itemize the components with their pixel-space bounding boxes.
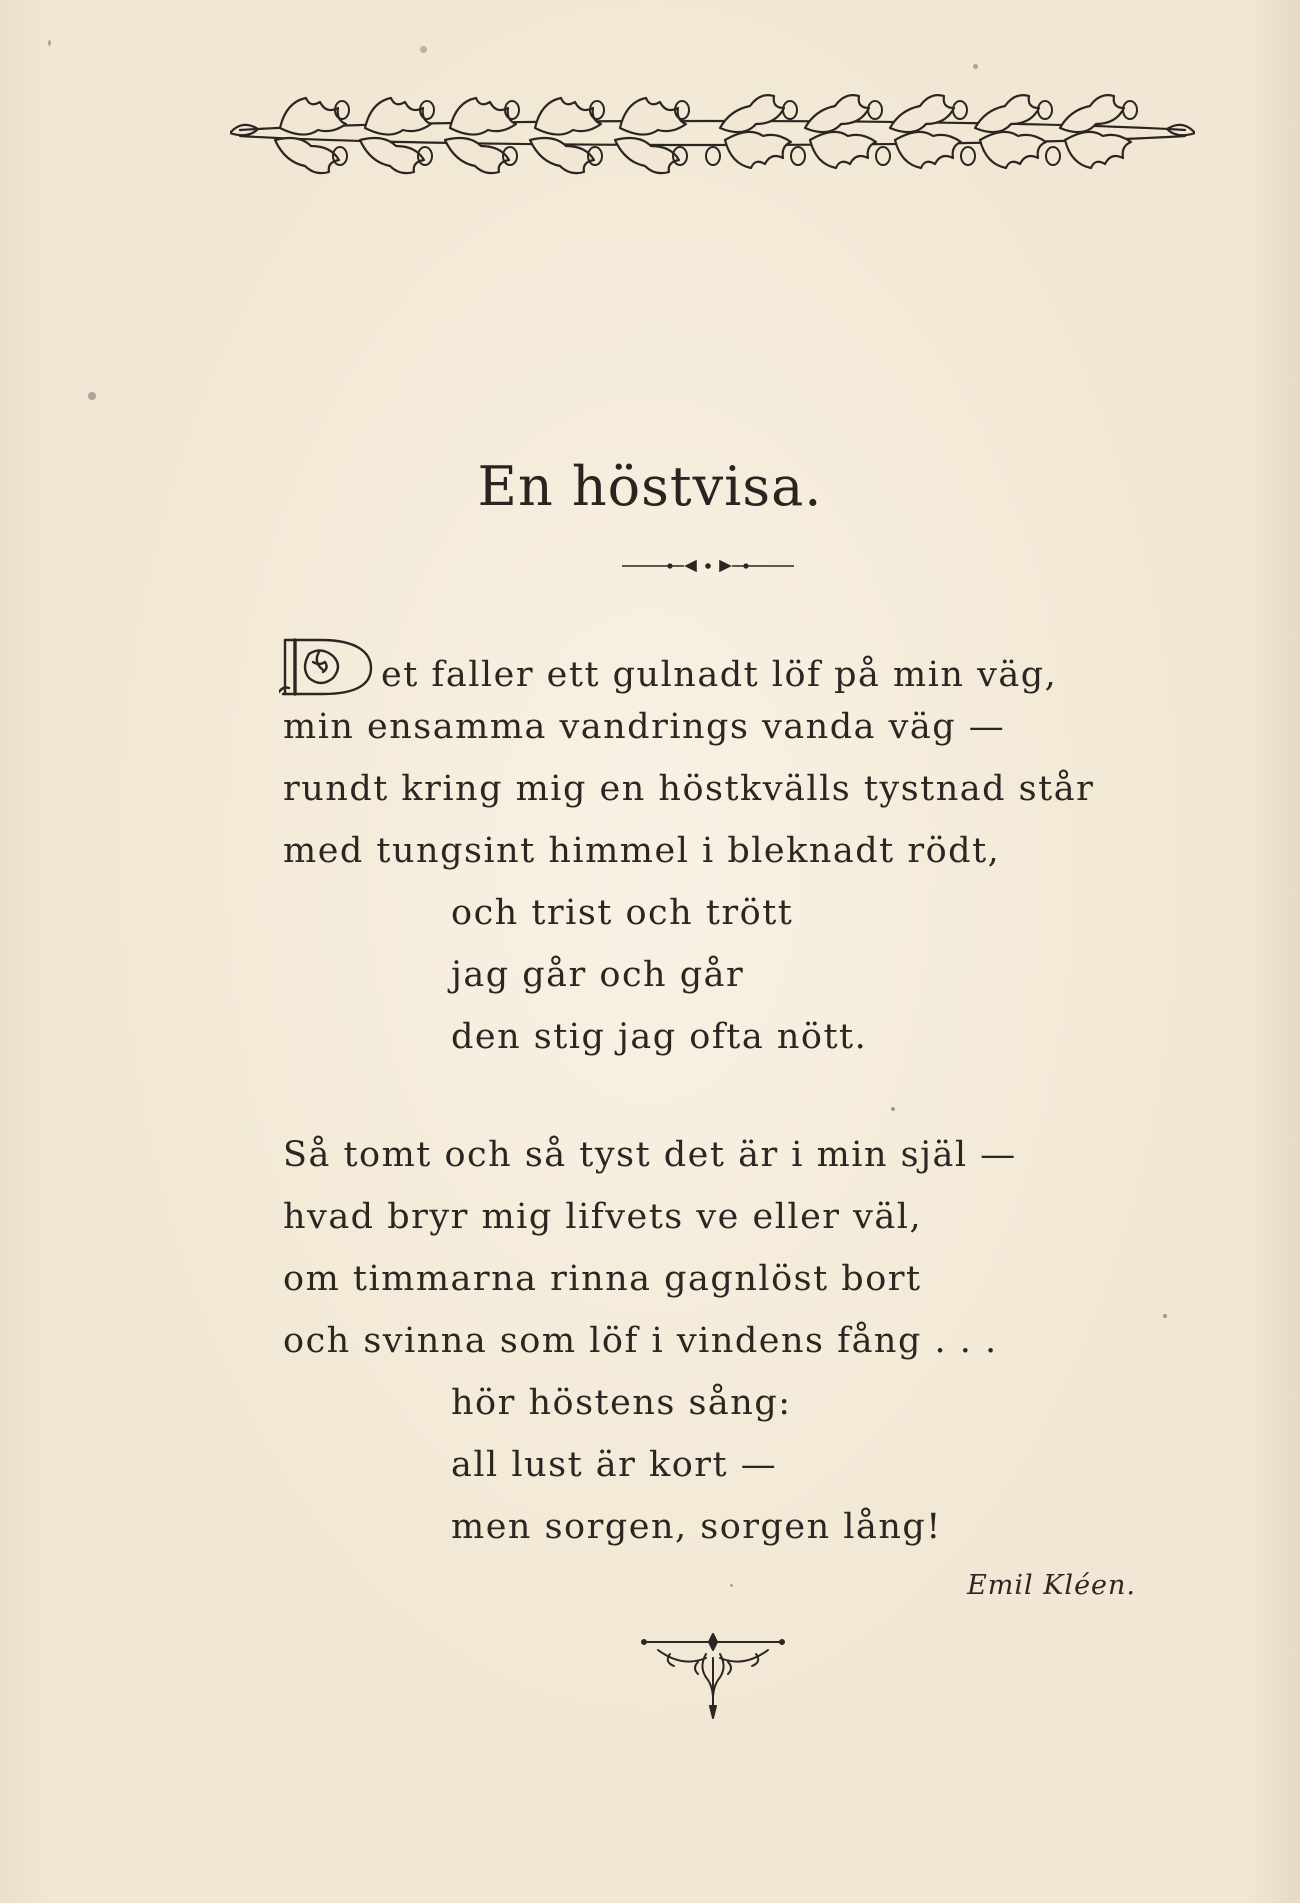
stanza-1 (283, 634, 1163, 1068)
poem-line: min ensamma vandrings vanda väg — (283, 707, 1006, 747)
drop-cap-d-icon (279, 634, 379, 700)
poem-line: om timmarna rinna gagnlöst bort (283, 1259, 922, 1299)
poem-line: rundt kring mig en höstkvälls tystnad står (283, 769, 1095, 809)
poem-line: hvad bryr mig lifvets ve eller väl, (283, 1197, 923, 1237)
poem-line: och trist och trött (451, 893, 794, 933)
poem-line: den stig jag ofta nött. (451, 1017, 868, 1057)
poem-line: jag går och går (451, 955, 745, 995)
poem-line: med tungsint himmel i bleknadt rödt, (283, 831, 1001, 871)
paper-speck (1163, 1314, 1167, 1318)
ornamental-drop-cap (279, 634, 379, 700)
oak-leaf-ornament-header (230, 88, 1195, 178)
paper-speck (88, 392, 96, 400)
paper-speck (420, 46, 427, 53)
title-divider-ornament (622, 558, 794, 574)
poem-line (283, 634, 1163, 696)
poem-line-text: et faller ett gulnadt löf på min väg, (381, 655, 1058, 695)
paper-speck (973, 64, 978, 69)
poem-line: hör höstens sång: (451, 1383, 792, 1423)
poem-title: En höstvisa. (477, 455, 823, 518)
poem-body (283, 634, 1163, 1614)
poem-line: och svinna som löf i vindens fång . . . (283, 1321, 998, 1361)
poem-line: Så tomt och så tyst det är i min själ — (283, 1135, 1017, 1175)
stanza-2 (283, 1124, 1163, 1558)
poem-line: men sorgen, sorgen lång! (451, 1507, 942, 1547)
poem-line: all lust är kort — (451, 1445, 778, 1485)
author-signature: Emil Kléen. (967, 1570, 1136, 1601)
tailpiece-ornament (640, 1632, 786, 1720)
paper-speck (48, 40, 51, 46)
